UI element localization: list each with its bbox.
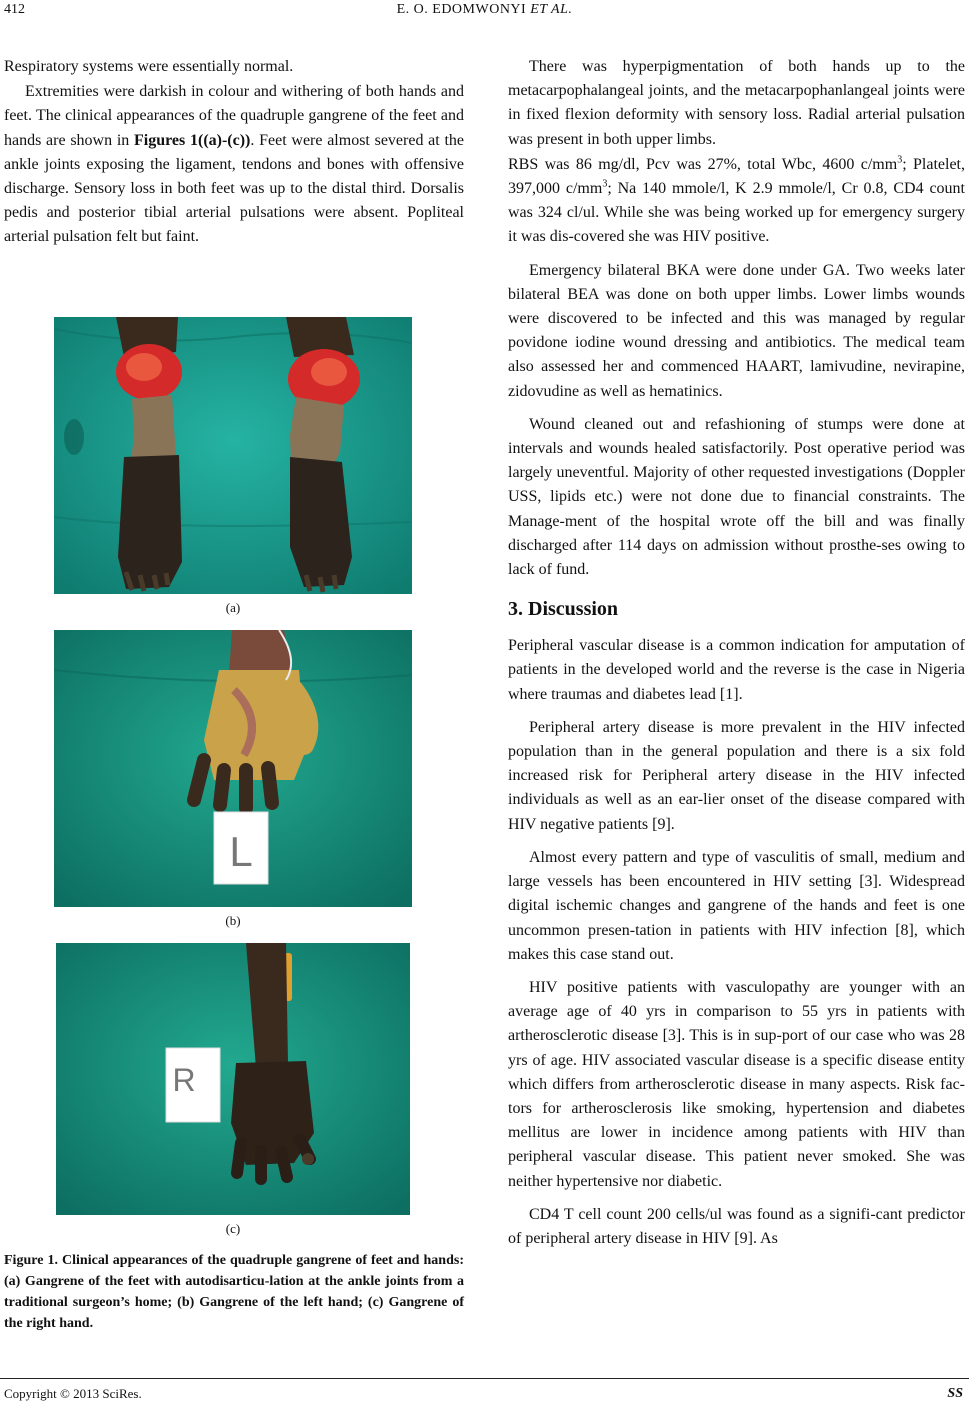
label-card-b-text: L: [229, 828, 253, 875]
figure-label-c: (c): [225, 1221, 241, 1236]
footer-rule: [0, 1378, 969, 1379]
paragraph: Wound cleaned out and refashioning of stumps were done at intervals and wounds healed satisfactorily. Post operative period was largely uneventful. Majority of other requested investigations (Doppler USS, lipids etc.) were not done due to financial constraints. The Manage-ment of the hospital wrote off the bill and was finally discharged after 114 days on admission without prosthe-ses owing to lack of fund.: [508, 415, 965, 579]
paragraph: Almost every pattern and type of vasculitis of small, medium and large vessels has been encountered in HIV setting [3]. Widespread digital ischemic changes and gangrene of the hands and feet is one uncommon presen-tation in patients with HIV infection [8], which makes this case stand out.: [508, 848, 965, 963]
right-hand-photo: [56, 943, 410, 1215]
paragraph: RBS was 86 mg/dl, Pcv was 27%, total Wbc, 4600 $c/mm^3$; Platelet, 397,000 $c/mm^3$; Na 140 mmole/l, K 2.9 mmole/l, Cr 0.8, CD4 count was 324 cl/ul. While she was being worked up for emergency surgery it was dis-covered she was HIV positive.: [508, 154, 966, 246]
figure-label-b: (b): [225, 913, 241, 928]
page-number: 412: [4, 2, 25, 17]
paragraph: Respiratory systems were essentially normal.: [4, 58, 294, 75]
label-card-c-text: R: [172, 1062, 196, 1098]
figure-1c: [56, 943, 410, 1236]
feet-photo: [54, 317, 412, 594]
figure-caption: Figure 1. Clinical appearances of the quadruple gangrene of feet and hands: (a) Gangrene of the feet with autodisarticu-lation at the ankle joints from a traditional surgeon’s home; (b) Gangrene of the left hand; (c) Gangrene of the right hand.: [4, 1253, 464, 1331]
figure-reference[interactable]: Figures 1((a)-(c)): [134, 131, 251, 149]
paragraph: Emergency bilateral BKA were done under GA. Two weeks later bilateral BEA was done on both upper limbs. Lower limbs wounds were discovered to be infected and this was managed by regular povidone iodine wound dressing and antibiotics. The medical team also assessed her and commenced HAART, lamivudine, nevirapine, zidovudine as well as hematinics.: [508, 261, 965, 400]
paragraph: There was hyperpigmentation of both hands up to the metacarpophalangeal joints, and the metacarpophanlangeal joints were in fixed flexion deformity with sensory loss. Radial arterial pulsation was present in both upper limbs.: [508, 58, 965, 148]
left-column: [4, 55, 464, 251]
paragraph: Peripheral artery disease is more prevalent in the HIV infected population than in the general population and there is a six fold increased risk for Peripheral artery disease in the HIV infected individuals as well as an ear-lier onset of the disease compared with HIV negative patients [9].: [508, 718, 965, 833]
running-header-authors: E. O. EDOMWONYI ET AL.: [396, 2, 573, 17]
copyright: Copyright © 2013 SciRes.: [4, 1386, 142, 1401]
figure-1a: [54, 317, 412, 615]
figure-1b: [54, 630, 412, 928]
paragraph: HIV positive patients with vasculopathy are younger with an average age of 40 yrs in comparison to 55 yrs in patients with artherosclerotic disease [3]. This is in sup-port of our case who was 28 yrs of age. HIV associated vascular disease is a specific disease entity which differs from artherosclerotic disease in many aspects. Risk fac-tors for artherosclerosis like smoking, hypertension and diabetes mellitus are lower in incidence among patients with HIV than peripheral vascular disease. This patient never smoked. She was neither hypertensive nor diabetic.: [508, 978, 965, 1190]
journal-abbrev: SS: [947, 1386, 963, 1401]
figure-label-a: (a): [225, 600, 241, 615]
paragraph: CD4 T cell count 200 cells/ul was found as a signifi-cant predictor of peripheral artery disease in HIV [9]. As: [508, 1205, 965, 1247]
right-column: [508, 55, 965, 1252]
paragraph: Extremities were darkish in colour and withering of both hands and feet. The clinical appearances of the quadruple gangrene of the feet and hands are shown in Figures 1((a)-(c)). Feet were almost severed at the ankle joints exposing the ligament, tendons and bones with offensive discharge. Sensory loss in both feet was up to the distal third. Dorsalis pedis and posterior tibial arterial pulsations were absent. Popliteal arterial pulsation felt but faint.: [4, 83, 465, 246]
paragraph: Peripheral vascular disease is a common indication for amputation of patients in the developed world and the reverse is the case in Nigeria where traumas and diabetes lead [1].: [508, 637, 965, 703]
section-heading: 3. Discussion: [508, 598, 619, 621]
left-hand-photo: [54, 630, 412, 907]
